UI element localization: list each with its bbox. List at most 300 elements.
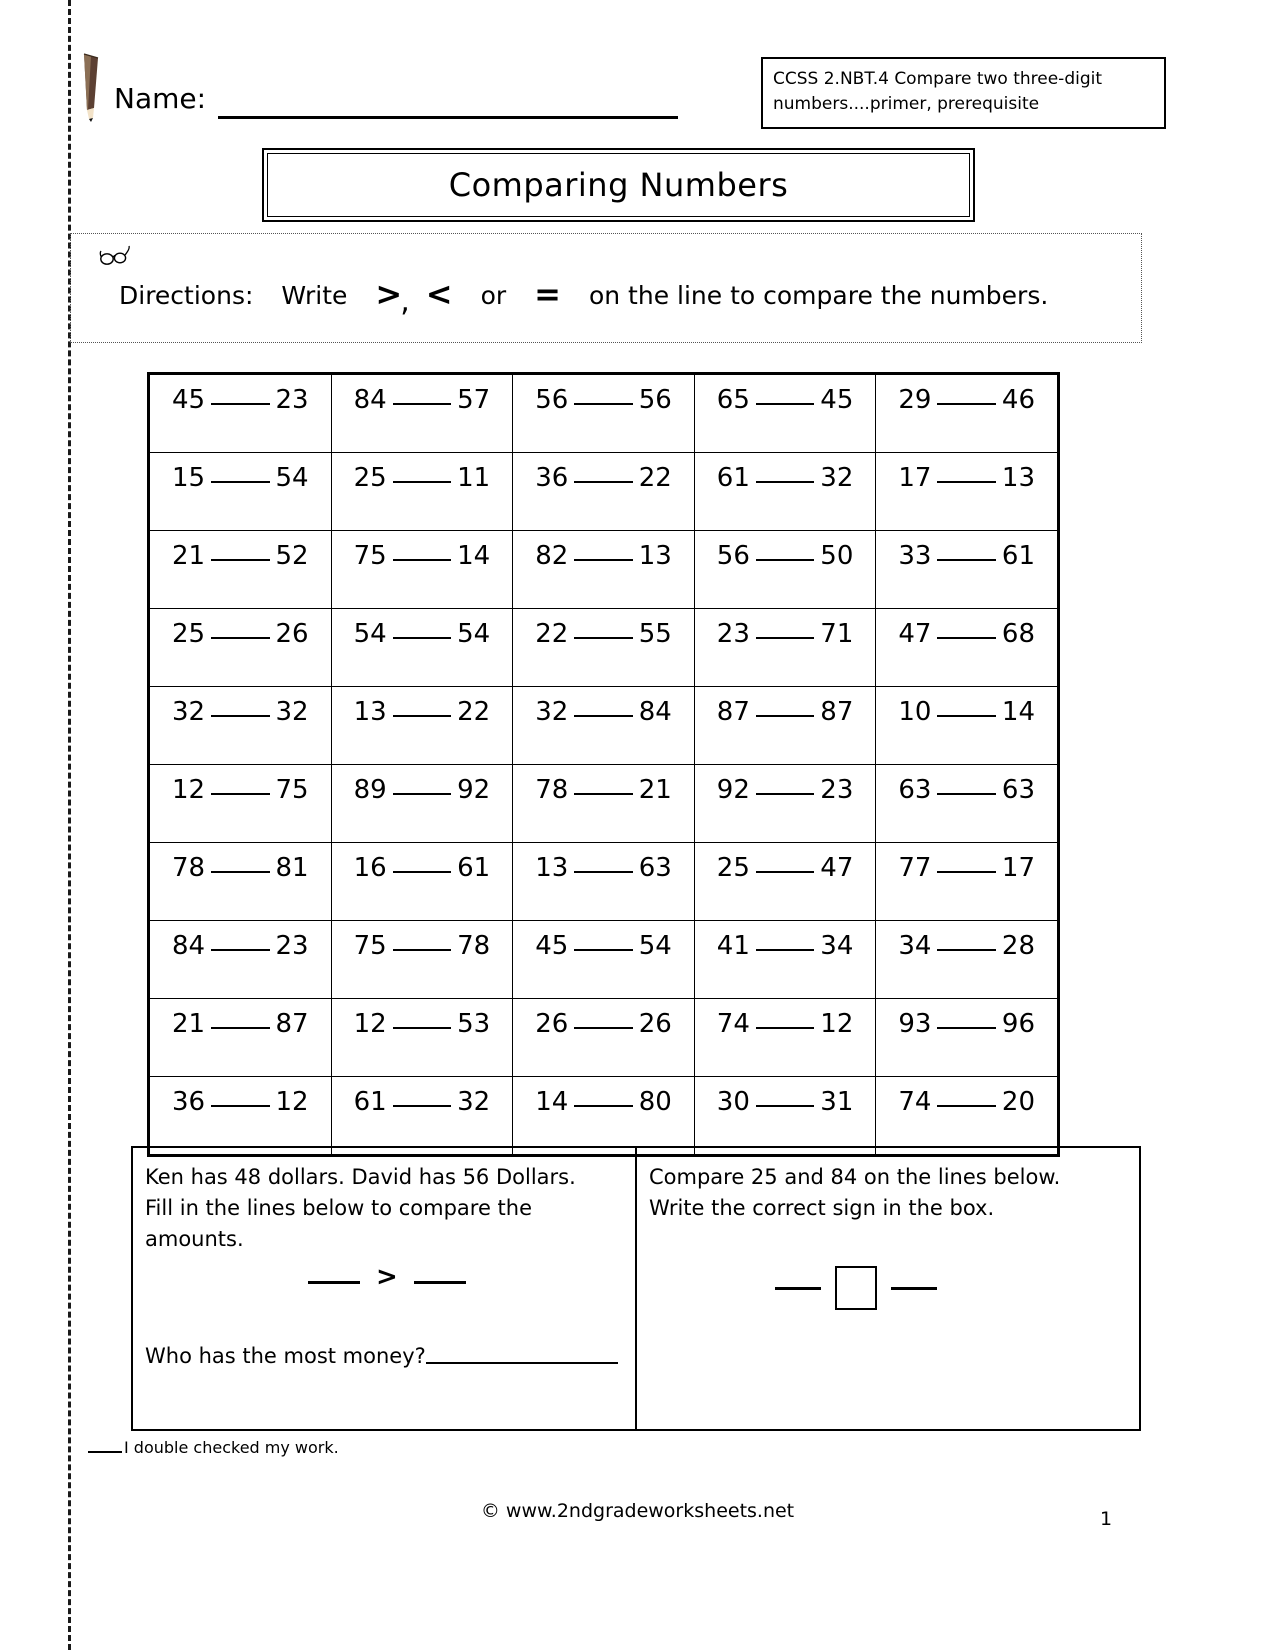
comparison-problem [695, 1077, 876, 1117]
problem-row [150, 843, 1058, 921]
problem-cell [694, 375, 876, 453]
comparison-problem [150, 531, 331, 571]
comparison-problem [150, 843, 331, 883]
pencil-icon [78, 52, 112, 122]
problem-answer-blank[interactable] [574, 403, 632, 405]
problem-left-number: 65 [716, 385, 750, 415]
problem-row [150, 687, 1058, 765]
problem-right-number: 13 [1001, 463, 1035, 493]
problem-answer-blank[interactable] [937, 481, 995, 483]
problem-cell [331, 1077, 513, 1155]
problem-right-number: 26 [275, 619, 309, 649]
problem-cell [150, 1077, 332, 1155]
who-has-most-money-row [145, 1344, 618, 1368]
equals-sign: = [534, 274, 561, 313]
problem-row [150, 453, 1058, 531]
problem-answer-blank[interactable] [211, 949, 269, 951]
problem-right-number: 32 [457, 1087, 491, 1117]
comparison-problem [695, 609, 876, 649]
problem-left-number: 61 [353, 1087, 387, 1117]
problem-left-number: 13 [535, 853, 569, 883]
problem-answer-blank[interactable] [937, 637, 995, 639]
problem-answer-blank[interactable] [756, 559, 814, 561]
problem-right-number: 12 [275, 1087, 309, 1117]
problem-left-number: 36 [535, 463, 569, 493]
problem-cell [694, 843, 876, 921]
problem-left-number: 32 [535, 697, 569, 727]
double-check-label: I double checked my work. [124, 1438, 339, 1457]
problem-cell [694, 453, 876, 531]
who-has-most-money-label: Who has the most money? [145, 1344, 426, 1368]
directions-lead: Directions: [119, 281, 254, 310]
problem-right-number: 61 [457, 853, 491, 883]
problem-cell [513, 453, 695, 531]
comparison-problem [332, 765, 513, 805]
problem-answer-blank[interactable] [574, 793, 632, 795]
problem-right-number: 22 [457, 697, 491, 727]
problem-cell [513, 999, 695, 1077]
problem-left-number: 87 [716, 697, 750, 727]
comparison-problem [513, 375, 694, 415]
problem-cell [876, 765, 1058, 843]
problem-left-number: 61 [716, 463, 750, 493]
problem-answer-blank[interactable] [574, 559, 632, 561]
problem-cell [876, 999, 1058, 1077]
word-problem-section [131, 1146, 1141, 1431]
problem-left-number: 78 [535, 775, 569, 805]
problem-left-number: 30 [716, 1087, 750, 1117]
comparison-problem [332, 687, 513, 727]
problem-cell [331, 453, 513, 531]
comparison-problem [695, 375, 876, 415]
problem-cell [513, 765, 695, 843]
problem-left-number: 25 [716, 853, 750, 883]
directions-text [119, 274, 1049, 319]
problem-cell [694, 765, 876, 843]
problem-right-number: 31 [820, 1087, 854, 1117]
problem-left-number: 78 [172, 853, 206, 883]
word-problem-left-line1: Ken has 48 dollars. David has 56 Dollars. [145, 1165, 576, 1189]
problem-cell [150, 765, 332, 843]
problem-cell [150, 609, 332, 687]
problem-right-number: 75 [275, 775, 309, 805]
problem-answer-blank[interactable] [211, 559, 269, 561]
problem-answer-blank[interactable] [756, 949, 814, 951]
problem-answer-blank[interactable] [393, 1027, 451, 1029]
problem-right-number: 22 [638, 463, 672, 493]
problem-row [150, 375, 1058, 453]
problem-row [150, 1077, 1058, 1155]
page-number: 1 [1100, 1508, 1113, 1530]
problem-right-number: 32 [820, 463, 854, 493]
problem-cell [876, 453, 1058, 531]
problem-answer-blank[interactable] [211, 481, 269, 483]
problem-left-number: 12 [172, 775, 206, 805]
comparison-problem [695, 453, 876, 493]
problem-left-number: 75 [353, 541, 387, 571]
sign-blank-right[interactable] [891, 1286, 937, 1290]
problem-left-number: 22 [535, 619, 569, 649]
comparison-problem [695, 765, 876, 805]
problem-answer-blank[interactable] [393, 637, 451, 639]
less-than-sign: < [425, 274, 453, 313]
comparison-problem [876, 453, 1057, 493]
comparison-problem [332, 453, 513, 493]
comparison-problem [695, 921, 876, 961]
problem-cell [694, 687, 876, 765]
comparison-problem [513, 843, 694, 883]
problem-right-number: 54 [638, 931, 672, 961]
problem-right-number: 54 [457, 619, 491, 649]
comparison-problem [876, 1077, 1057, 1117]
comparison-problem [150, 765, 331, 805]
problem-left-number: 25 [353, 463, 387, 493]
who-has-most-money-blank[interactable] [426, 1361, 618, 1364]
problem-left-number: 36 [172, 1087, 206, 1117]
word-problem-left-line2: Fill in the lines below to compare the [145, 1196, 533, 1220]
answer-blank-first[interactable] [308, 1280, 360, 1284]
problem-right-number: 80 [638, 1087, 672, 1117]
problem-right-number: 92 [457, 775, 491, 805]
sign-answer-row [775, 1266, 937, 1310]
problem-left-number: 34 [898, 931, 932, 961]
comparison-problem [332, 375, 513, 415]
comparison-problem [150, 687, 331, 727]
comparison-problem [695, 843, 876, 883]
problem-right-number: 84 [638, 697, 672, 727]
ccss-standard-box [761, 57, 1166, 129]
comparison-problem [332, 843, 513, 883]
problem-left-number: 77 [898, 853, 932, 883]
problem-answer-blank[interactable] [211, 871, 269, 873]
problem-answer-blank[interactable] [756, 871, 814, 873]
word-problem-left [133, 1148, 637, 1429]
problem-cell [876, 1077, 1058, 1155]
name-label: Name: [114, 82, 207, 115]
problem-cell [694, 609, 876, 687]
problem-cell [876, 375, 1058, 453]
problem-cell [513, 1077, 695, 1155]
problem-right-number: 54 [275, 463, 309, 493]
problem-left-number: 29 [898, 385, 932, 415]
name-input-blank[interactable] [218, 116, 678, 119]
name-row [78, 52, 718, 132]
comparison-problem [513, 609, 694, 649]
problem-left-number: 17 [898, 463, 932, 493]
problem-cell [513, 843, 695, 921]
problem-answer-blank[interactable] [756, 793, 814, 795]
comparison-problem [150, 921, 331, 961]
problem-left-number: 47 [898, 619, 932, 649]
problem-right-number: 53 [457, 1009, 491, 1039]
problem-right-number: 23 [275, 385, 309, 415]
problem-table [149, 374, 1058, 1155]
comparison-problem [332, 1077, 513, 1117]
problem-answer-blank[interactable] [393, 793, 451, 795]
problem-cell [513, 687, 695, 765]
problem-right-number: 78 [457, 931, 491, 961]
problem-right-number: 71 [820, 619, 854, 649]
problem-answer-blank[interactable] [937, 715, 995, 717]
problem-left-number: 10 [898, 697, 932, 727]
comparison-problem [513, 999, 694, 1039]
comparison-problem [695, 999, 876, 1039]
problem-right-number: 26 [638, 1009, 672, 1039]
comparison-problem [513, 687, 694, 727]
comparison-problem [876, 765, 1057, 805]
problem-cell [150, 453, 332, 531]
problem-cell [150, 687, 332, 765]
comparison-problem [876, 375, 1057, 415]
problem-right-number: 87 [820, 697, 854, 727]
problem-cell [694, 921, 876, 999]
problem-left-number: 56 [535, 385, 569, 415]
problem-answer-blank[interactable] [937, 559, 995, 561]
problem-left-number: 45 [535, 931, 569, 961]
problem-answer-blank[interactable] [393, 403, 451, 405]
comparison-problem [332, 531, 513, 571]
problem-left-number: 12 [353, 1009, 387, 1039]
problem-cell [331, 609, 513, 687]
problem-right-number: 23 [820, 775, 854, 805]
problem-right-number: 68 [1001, 619, 1035, 649]
problem-cell [876, 843, 1058, 921]
comparison-problem [513, 765, 694, 805]
problem-cell [331, 375, 513, 453]
problem-left-number: 74 [898, 1087, 932, 1117]
comparison-problem [513, 531, 694, 571]
problem-cell [150, 531, 332, 609]
problem-left-number: 63 [898, 775, 932, 805]
problem-cell [150, 921, 332, 999]
comparison-problem [332, 921, 513, 961]
problem-left-number: 32 [172, 697, 206, 727]
problem-answer-blank[interactable] [393, 715, 451, 717]
problem-answer-blank[interactable] [393, 481, 451, 483]
directions-write: Write [281, 281, 348, 310]
problem-left-number: 33 [898, 541, 932, 571]
problem-row [150, 999, 1058, 1077]
problem-row [150, 609, 1058, 687]
problem-left-number: 25 [172, 619, 206, 649]
problem-right-number: 32 [275, 697, 309, 727]
problem-right-number: 87 [275, 1009, 309, 1039]
problem-right-number: 13 [638, 541, 672, 571]
problem-right-number: 46 [1001, 385, 1035, 415]
problem-answer-blank[interactable] [211, 715, 269, 717]
problem-answer-blank[interactable] [756, 715, 814, 717]
directions-or: or [480, 281, 507, 310]
comparison-problem [150, 1077, 331, 1117]
problem-left-number: 54 [353, 619, 387, 649]
comparison-problem [513, 921, 694, 961]
problem-left-number: 21 [172, 1009, 206, 1039]
comparison-problem [876, 921, 1057, 961]
double-check-blank[interactable] [88, 1450, 122, 1453]
glasses-icon [99, 244, 133, 268]
comparison-problem [150, 609, 331, 649]
problem-right-number: 21 [638, 775, 672, 805]
comparison-problem [150, 999, 331, 1039]
problem-grid [147, 372, 1060, 1157]
problem-cell [331, 687, 513, 765]
word-problem-left-line3: amounts. [145, 1227, 244, 1251]
problem-right-number: 52 [275, 541, 309, 571]
problem-left-number: 84 [353, 385, 387, 415]
problem-left-number: 45 [172, 385, 206, 415]
problem-answer-blank[interactable] [211, 1105, 269, 1107]
problem-answer-blank[interactable] [211, 793, 269, 795]
greater-than-sign: > [375, 274, 403, 313]
comparison-answer-row [308, 1262, 466, 1292]
problem-answer-blank[interactable] [211, 1027, 269, 1029]
directions-tail: on the line to compare the numbers. [588, 281, 1049, 310]
sign-answer-box[interactable] [835, 1266, 877, 1310]
problem-left-number: 14 [535, 1087, 569, 1117]
problem-answer-blank[interactable] [756, 1105, 814, 1107]
comparison-problem [876, 531, 1057, 571]
problem-answer-blank[interactable] [756, 1027, 814, 1029]
problem-right-number: 14 [1001, 697, 1035, 727]
problem-cell [331, 921, 513, 999]
problem-left-number: 89 [353, 775, 387, 805]
problem-cell [331, 843, 513, 921]
problem-left-number: 26 [535, 1009, 569, 1039]
comparison-problem [695, 531, 876, 571]
problem-row [150, 765, 1058, 843]
problem-right-number: 45 [820, 385, 854, 415]
comparison-problem [332, 999, 513, 1039]
problem-cell [150, 375, 332, 453]
problem-answer-blank[interactable] [574, 949, 632, 951]
problem-answer-blank[interactable] [393, 1105, 451, 1107]
problem-left-number: 15 [172, 463, 206, 493]
comparison-problem [876, 843, 1057, 883]
comparison-problem [150, 375, 331, 415]
problem-right-number: 63 [1001, 775, 1035, 805]
problem-answer-blank[interactable] [756, 403, 814, 405]
problem-left-number: 13 [353, 697, 387, 727]
problem-answer-blank[interactable] [574, 871, 632, 873]
problem-cell [694, 1077, 876, 1155]
problem-answer-blank[interactable] [393, 871, 451, 873]
problem-left-number: 23 [716, 619, 750, 649]
word-problem-right-line2: Write the correct sign in the box. [649, 1196, 995, 1220]
worksheet-title-box [262, 148, 975, 222]
problem-left-number: 82 [535, 541, 569, 571]
problem-answer-blank[interactable] [756, 481, 814, 483]
problem-answer-blank[interactable] [574, 715, 632, 717]
problem-answer-blank[interactable] [756, 637, 814, 639]
problem-answer-blank[interactable] [393, 949, 451, 951]
problem-cell [876, 687, 1058, 765]
problem-cell [513, 921, 695, 999]
problem-right-number: 50 [820, 541, 854, 571]
comparison-problem [876, 687, 1057, 727]
problem-answer-blank[interactable] [574, 1027, 632, 1029]
problem-left-number: 92 [716, 775, 750, 805]
problem-right-number: 47 [820, 853, 854, 883]
problem-cell [876, 609, 1058, 687]
problem-answer-blank[interactable] [937, 403, 995, 405]
problem-right-number: 96 [1001, 1009, 1035, 1039]
directions-comma: , [400, 284, 410, 319]
problem-cell [150, 999, 332, 1077]
problem-left-number: 84 [172, 931, 206, 961]
footer-credit: © www.2ndgradeworksheets.net [480, 1500, 795, 1522]
problem-answer-blank[interactable] [211, 637, 269, 639]
problem-cell [331, 765, 513, 843]
problem-right-number: 57 [457, 385, 491, 415]
problem-right-number: 20 [1001, 1087, 1035, 1117]
problem-answer-blank[interactable] [937, 793, 995, 795]
problem-left-number: 21 [172, 541, 206, 571]
problem-right-number: 23 [275, 931, 309, 961]
comparison-problem [150, 453, 331, 493]
double-check-row [88, 1438, 339, 1457]
problem-cell [694, 531, 876, 609]
problem-left-number: 41 [716, 931, 750, 961]
problem-answer-blank[interactable] [937, 949, 995, 951]
answer-blank-second[interactable] [414, 1280, 466, 1284]
problem-cell [513, 531, 695, 609]
problem-answer-blank[interactable] [393, 559, 451, 561]
problem-right-number: 11 [457, 463, 491, 493]
comparison-problem [695, 687, 876, 727]
problem-right-number: 55 [638, 619, 672, 649]
problem-right-number: 17 [1001, 853, 1035, 883]
comparison-problem [513, 1077, 694, 1117]
problem-right-number: 14 [457, 541, 491, 571]
problem-answer-blank[interactable] [574, 481, 632, 483]
problem-answer-blank[interactable] [574, 1105, 632, 1107]
sign-blank-left[interactable] [775, 1286, 821, 1290]
problem-cell [513, 375, 695, 453]
problem-cell [331, 531, 513, 609]
problem-right-number: 34 [820, 931, 854, 961]
word-problem-right-line1: Compare 25 and 84 on the lines below. [649, 1165, 1061, 1189]
problem-answer-blank[interactable] [574, 637, 632, 639]
problem-cell [694, 999, 876, 1077]
problem-answer-blank[interactable] [937, 1027, 995, 1029]
problem-right-number: 56 [638, 385, 672, 415]
problem-cell [876, 531, 1058, 609]
problem-right-number: 28 [1001, 931, 1035, 961]
problem-cell [331, 999, 513, 1077]
answer-greater-than-sign: > [376, 1262, 398, 1292]
problem-left-number: 93 [898, 1009, 932, 1039]
comparison-problem [513, 453, 694, 493]
problem-cell [876, 921, 1058, 999]
problem-row [150, 921, 1058, 999]
problem-cell [513, 609, 695, 687]
problem-right-number: 61 [1001, 541, 1035, 571]
problem-right-number: 81 [275, 853, 309, 883]
worksheet-title-inner-border [267, 153, 970, 217]
problem-left-number: 16 [353, 853, 387, 883]
comparison-problem [876, 609, 1057, 649]
problem-left-number: 75 [353, 931, 387, 961]
comparison-problem [332, 609, 513, 649]
problem-left-number: 56 [716, 541, 750, 571]
problem-answer-blank[interactable] [211, 403, 269, 405]
problem-right-number: 12 [820, 1009, 854, 1039]
ccss-standard-text: CCSS 2.NBT.4 Compare two three-digit numbers....primer, prerequisite [773, 69, 1103, 114]
problem-answer-blank[interactable] [937, 1105, 995, 1107]
problem-right-number: 63 [638, 853, 672, 883]
problem-answer-blank[interactable] [937, 871, 995, 873]
problem-cell [150, 843, 332, 921]
